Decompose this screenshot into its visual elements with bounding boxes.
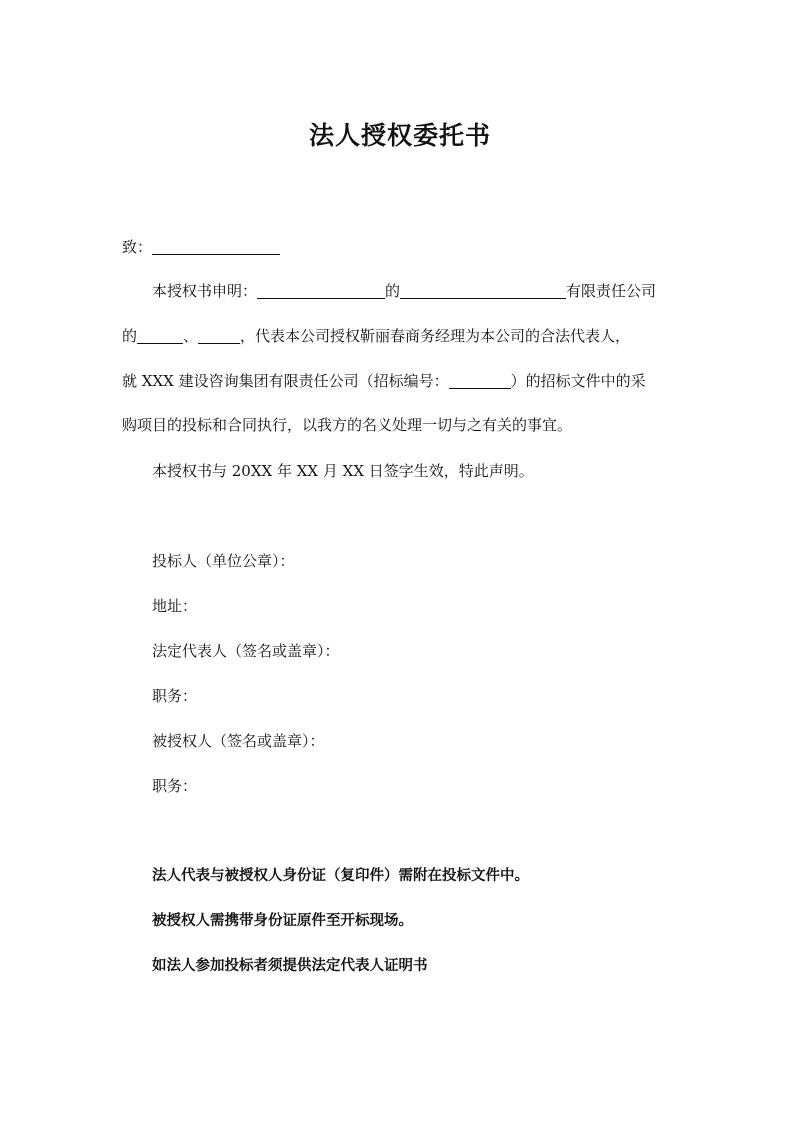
document-title: 法人授权委托书: [308, 121, 491, 150]
recipient-line: [122, 236, 280, 258]
recipient-blank: [152, 238, 280, 255]
effective-statement: 本授权书与 20XX 年 XX 月 XX 日签字生效，特此声明。: [152, 462, 534, 480]
field-bidder: 投标人（单位公章）：: [152, 552, 295, 570]
declaration-line3-start: 就 XXX 建设咨询集团有限责任公司（招标编号：: [122, 372, 449, 390]
name-blank-1: [137, 327, 183, 344]
declaration-line-3: [122, 370, 646, 392]
name-blank-2: [198, 327, 240, 344]
declaration-line-2: [122, 325, 630, 347]
field-authorized-person: 被授权人（签名或盖章）：: [152, 732, 325, 750]
field-authorized-title: 职务：: [152, 777, 198, 795]
declaration-lead: 本授权书申明：: [152, 282, 258, 300]
note-legal-rep-certificate: 如法人参加投标者须提供法定代表人证明书: [152, 958, 428, 974]
declaration-line3-rest: ）的招标文件中的采: [510, 372, 646, 390]
declaration-mid-2: 有限责任公司: [566, 282, 657, 300]
declaration-line2-sep: 、: [183, 327, 199, 345]
recipient-label: 致：: [122, 238, 153, 256]
field-legal-rep: 法定代表人（签名或盖章）：: [152, 642, 340, 660]
note-id-copies: 法人代表与被授权人身份证（复印件）需附在投标文件中。: [152, 868, 529, 884]
declaration-line2-start: 的: [122, 327, 138, 345]
field-legal-rep-title: 职务：: [152, 687, 198, 705]
company-blank-1: [257, 282, 385, 299]
tender-number-blank: [449, 372, 511, 389]
note-id-original: 被授权人需携带身份证原件至开标现场。: [152, 913, 413, 929]
declaration-line-4: 购项目的投标和合同执行，以我方的名义处理一切与之有关的事宜。: [122, 416, 573, 434]
declaration-mid-1: 的: [385, 282, 401, 300]
declaration-line-1: [152, 280, 656, 302]
declaration-line2-rest: ，代表本公司授权靳丽春商务经理为本公司的合法代表人，: [240, 327, 631, 345]
field-address: 地址：: [152, 597, 198, 615]
company-blank-2: [400, 282, 566, 299]
